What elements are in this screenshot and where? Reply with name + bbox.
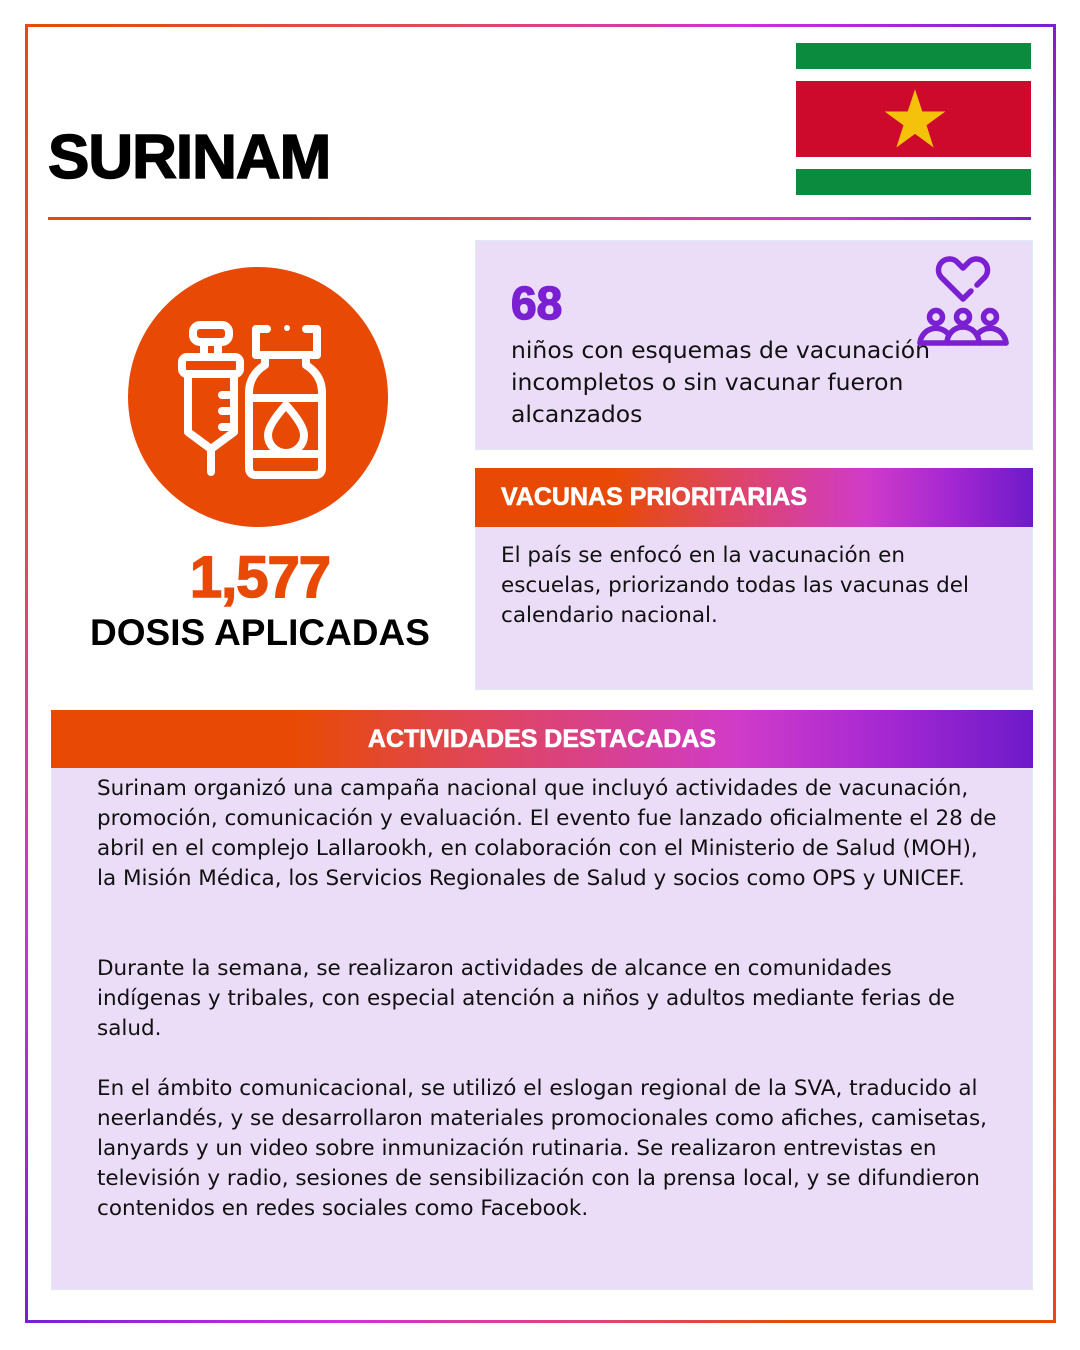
header-divider	[48, 217, 1031, 220]
doses-label: DOSIS APLICADAS	[90, 612, 430, 653]
frame-border-left	[25, 24, 28, 1323]
highlights-header: ACTIVIDADES DESTACADAS	[51, 710, 1033, 769]
children-description: niños con esquemas de vacunación incompletos o sin vacunar fueron alcanzados	[511, 336, 931, 428]
children-reached-card	[475, 240, 1033, 450]
highlights-paragraph: Durante la semana, se realizaron actividades de alcance en comunidades indígenas y tribales, con especial atención a niños y adultos mediante ferias de salud.	[97, 956, 955, 1041]
priority-vaccines-header: VACUNAS PRIORITARIAS	[475, 468, 1033, 527]
star-icon	[884, 88, 946, 150]
country-title: SURINAM	[48, 123, 331, 192]
flag-stripe-green-bottom	[796, 169, 1031, 195]
flag-stripe-white-bottom	[796, 157, 1031, 169]
highlights-paragraph: En el ámbito comunicacional, se utilizó el eslogan regional de la SVA, traducido al neerlandés, y se desarrollaron materiales promocionales como afiches, camisetas, lanyards y un video sobre inmunización rutinaria. Se realizaron entrevistas en televisión y radio, sesiones de sensibilización con la prensa local, y se difundieron contenidos en redes sociales como Facebook.	[97, 1076, 988, 1221]
highlights-paragraph: Surinam organizó una campaña nacional que incluyó actividades de vacunación, promoción, comunicación y evaluación. El evento fue lanzado oficialmente el 28 de abril en el complejo Lallarookh, en colaboración con el Ministerio de Salud (MOH), la Misión Médica, los Servicios Regionales de Salud y socios como OPS y UNICEF.	[97, 776, 997, 891]
syringe-vial-icon	[128, 267, 388, 527]
heart-people-icon	[911, 249, 1016, 354]
priority-vaccines-text: El país se enfocó en la vacunación en escuelas, priorizando todas las vacunas del calendario nacional.	[501, 543, 969, 628]
frame-border-top	[25, 24, 1056, 27]
vaccine-badge	[128, 267, 388, 527]
flag-stripe-green-top	[796, 43, 1031, 69]
flag-stripe-white-top	[796, 69, 1031, 81]
frame-border-right	[1053, 24, 1056, 1323]
highlights-panel	[51, 768, 1033, 1290]
frame-border-bottom	[25, 1320, 1056, 1323]
priority-vaccines-panel	[475, 527, 1033, 690]
children-count: 68	[511, 277, 563, 329]
suriname-flag-icon	[796, 43, 1031, 195]
doses-count: 1,577	[189, 545, 331, 610]
